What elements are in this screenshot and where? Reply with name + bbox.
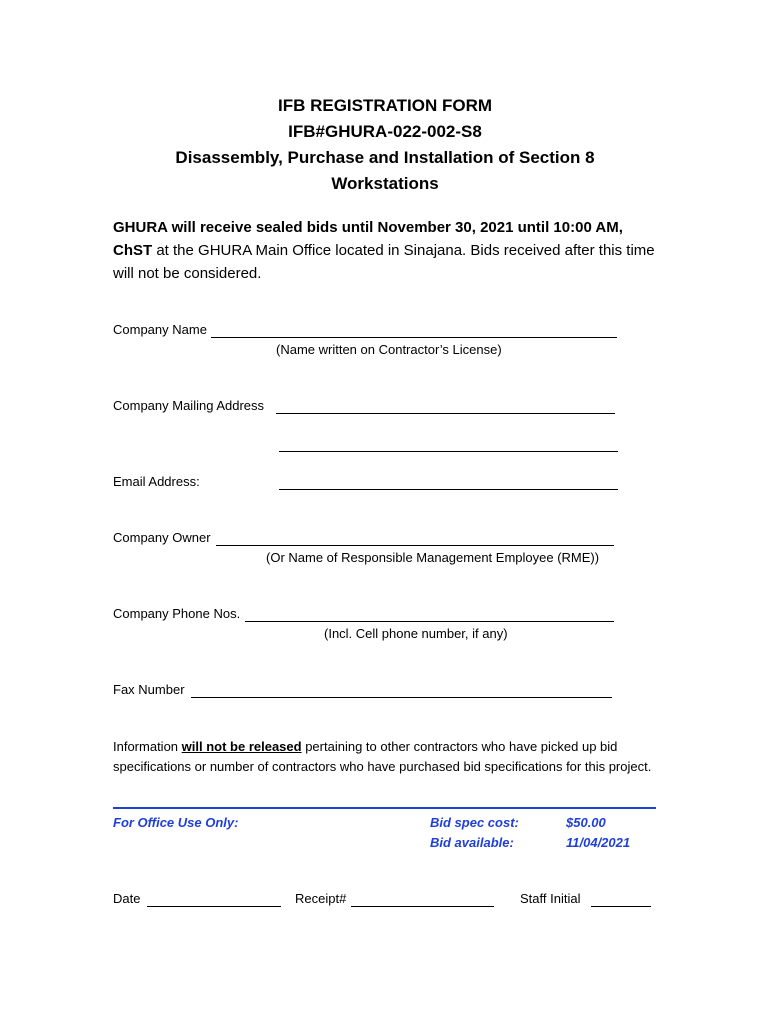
phone-field[interactable]: [245, 621, 614, 622]
office-use-divider: [113, 807, 656, 809]
staff-initial-label: Staff Initial: [520, 891, 581, 906]
confidentiality-notice: [113, 737, 673, 777]
date-label: Date: [113, 891, 141, 906]
company-name-label: Company Name: [113, 322, 207, 337]
mailing-address-field-line1[interactable]: [276, 413, 615, 414]
owner-label: Company Owner: [113, 530, 211, 545]
fax-field[interactable]: [191, 697, 612, 698]
email-field[interactable]: [279, 489, 618, 490]
owner-field[interactable]: [216, 545, 614, 546]
company-name-field[interactable]: [211, 337, 617, 338]
intro-timezone: ChST: [113, 242, 153, 259]
bid-available-value: 11/04/2021: [566, 835, 631, 850]
bid-spec-cost-value: $50.00: [566, 815, 606, 830]
intro-text: at the GHURA Main Office located in Sinajana. Bids received after this time will not be considered.: [113, 242, 655, 282]
notice-emphasis: will not be released: [181, 739, 302, 754]
phone-hint: (Incl. Cell phone number, if any): [324, 626, 508, 641]
date-field[interactable]: [147, 906, 281, 907]
ifb-number: IFB#GHURA-022-002-S8: [288, 122, 482, 141]
company-name-hint: (Name written on Contractor’s License): [276, 342, 502, 357]
phone-label: Company Phone Nos.: [113, 606, 241, 621]
form-title: IFB REGISTRATION FORM: [277, 96, 493, 115]
owner-hint: (Or Name of Responsible Management Employee (RME)): [266, 550, 600, 565]
office-use-label: For Office Use Only:: [113, 815, 239, 830]
notice-suffix: pertaining to other contractors who have picked up bid specifications or number of contractors who have purchased bid specifications for this project.: [113, 739, 652, 774]
project-title-continued: Workstations: [331, 174, 439, 193]
intro-deadline: GHURA will receive sealed bids until November 30, 2021 until 10:00 AM,: [113, 219, 623, 236]
receipt-field[interactable]: [351, 906, 494, 907]
mailing-address-field-line2[interactable]: [279, 451, 618, 452]
bid-available-label: Bid available:: [430, 835, 514, 850]
project-title: Disassembly, Purchase and Installation of Section 8: [175, 148, 595, 167]
intro-paragraph: [113, 216, 673, 285]
fax-label: Fax Number: [113, 682, 185, 697]
notice-prefix: Information: [113, 739, 182, 754]
receipt-label: Receipt#: [295, 891, 347, 906]
staff-initial-field[interactable]: [591, 906, 651, 907]
email-label: Email Address:: [113, 474, 200, 489]
mailing-address-label: Company Mailing Address: [113, 398, 265, 413]
bid-spec-cost-label: Bid spec cost:: [430, 815, 519, 830]
